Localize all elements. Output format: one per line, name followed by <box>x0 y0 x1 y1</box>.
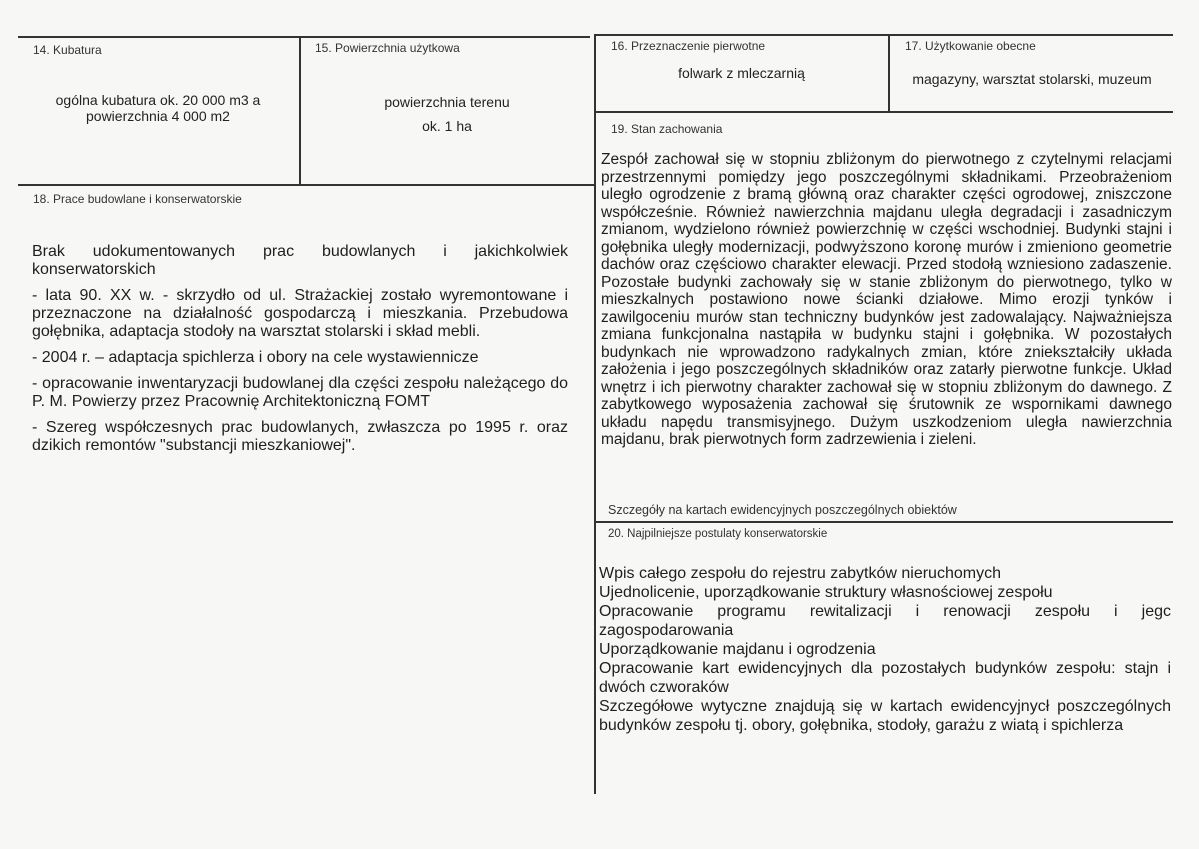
prace-paragraph-3: - 2004 r. – adaptacja spichlerza i obory na cele wystawiennicze <box>32 349 479 366</box>
postulat-item-5: Opracowanie kart ewidencyjnych dla pozostałych budynków zespołu: stajn i dwóch czworaków <box>599 660 1171 696</box>
prace-label: 18. Prace budowlane i konserwatorskie <box>33 192 242 206</box>
powierzchnia-value <box>302 90 592 138</box>
kubatura-value-line2: powierzchnia 4 000 m2 <box>86 108 230 124</box>
main-vertical-divider <box>594 34 596 794</box>
uzytkowanie-value: magazyny, warsztat stolarski, muzeum <box>912 71 1152 87</box>
postulat-item-6: Szczegółowe wytyczne znajdują się w kartach ewidencyjnycł poszczególnych budynków zespołu tj. obory, gołębnika, stodoły, garażu z wiatą i spichlerza <box>599 698 1171 734</box>
divider-row-19-20 <box>596 521 1173 523</box>
divider-row-14-18 <box>18 184 594 186</box>
stan-note: Szczegóły na kartach ewidencyjnych poszczególnych obiektów <box>608 503 957 517</box>
postulaty-list <box>599 564 1171 735</box>
przeznaczenie-value: folwark z mleczarnią <box>678 65 805 81</box>
powierzchnia-value-line2: ok. 1 ha <box>422 118 472 134</box>
postulaty-label: 20. Najpilniejsze postulaty konserwatorskie <box>608 528 828 540</box>
divider-col-16-17 <box>888 34 890 112</box>
stan-label: 19. Stan zachowania <box>611 122 723 136</box>
przeznaczenie-label: 16. Przeznaczenie pierwotne <box>611 39 766 53</box>
postulat-item-4: Uporządkowanie majdanu i ogrodzenia <box>599 641 876 658</box>
prace-paragraph-2: - lata 90. XX w. - skrzydło od ul. Strażackiej zostało wyremontowane i przeznaczone na działalność gospodarczą i mieszkania. Przebudowa gołębnika, adaptacja stodoły na warsztat stolarski i skład mebli. <box>32 287 568 340</box>
postulat-item-3: Opracowanie programu rewitalizacji i renowacji zespołu i jegc zagospodarowania <box>599 603 1171 639</box>
top-border-left <box>18 36 590 38</box>
divider-col-14-15 <box>299 36 301 185</box>
top-border-right <box>596 34 1173 36</box>
kubatura-label: 14. Kubatura <box>33 43 102 57</box>
kubatura-value <box>20 92 296 124</box>
divider-row-16-19 <box>596 111 1173 113</box>
powierzchnia-value-line1: powierzchnia terenu <box>384 94 510 110</box>
postulat-item-2: Ujednolicenie, uporządkowanie struktury własnościowej zespołu <box>599 584 1053 601</box>
kubatura-value-line1: ogólna kubatura ok. 20 000 m3 a <box>55 92 261 108</box>
uzytkowanie-label: 17. Użytkowanie obecne <box>905 39 1036 53</box>
prace-paragraph-5: - Szereg współczesnych prac budowlanych, zwłaszcza po 1995 r. oraz dzikich remontów "substancji mieszkaniowej". <box>32 419 568 454</box>
prace-paragraph-4: - opracowanie inwentaryzacji budowlanej dla części zespołu należącego do P. M. Powierzy przez Pracownię Architektoniczną FOMT <box>32 375 568 410</box>
postulat-item-1: Wpis całego zespołu do rejestru zabytków nieruchomych <box>599 565 1001 582</box>
prace-text <box>32 243 568 455</box>
powierzchnia-label: 15. Powierzchnia użytkowa <box>315 41 460 55</box>
stan-text: Zespół zachował się w stopniu zbliżonym do pierwotnego z czytelnymi relacjami przestrzennymi pomiędzy jego poszczególnymi składnikami. Przeobrażeniom uległo ogrodzenie z bramą główną oraz charakter części ogrodowej, zniszczone współcześnie. Również nawierzchnia majdanu uległa degradacji i zasadniczym zmianom, wydzielono również powierzchnię w części wschodniej. Budynki stajni i gołębnika uległy modernizacji, podwyższono koronę murów i zmieniono geometrie dachów oraz częściowo charakter elewacji. Przed stodołą wzniesiono zadaszenie. Pozostałe budynki zachowały się w stanie zbliżonym do pierwotnego, tylko w mieszkalnych postawiono nowe ścianki działowe. Mimo erozji tynków i zawilgoceniu murów stan techniczny budynków jest zadowalający. Najważniejsza zmiana funkcjonalna nastąpiła w budynku stajni i gołębnika. W pozostałych budynkach nie wprowadzono radykalnych zmian, które zniekształciły układa założenia i jego poszczególnych składników oraz zatarły pierwotne funkcje. Układ wnętrz i ich pierwotny charakter zachował się w stopniu zbliżonym do dawnego. Z zabytkowego wyposażenia zachował się śrutownik ze wspornikami dawnego układu napędu transmisyjnego. Dużym uszkodzeniom uległa nawierzchnia majdanu, brak pierwotnych form zadrzewienia i zieleni. <box>601 151 1172 448</box>
prace-paragraph-1: Brak udokumentowanych prac budowlanych i jakichkolwiek konserwatorskich <box>32 243 568 278</box>
